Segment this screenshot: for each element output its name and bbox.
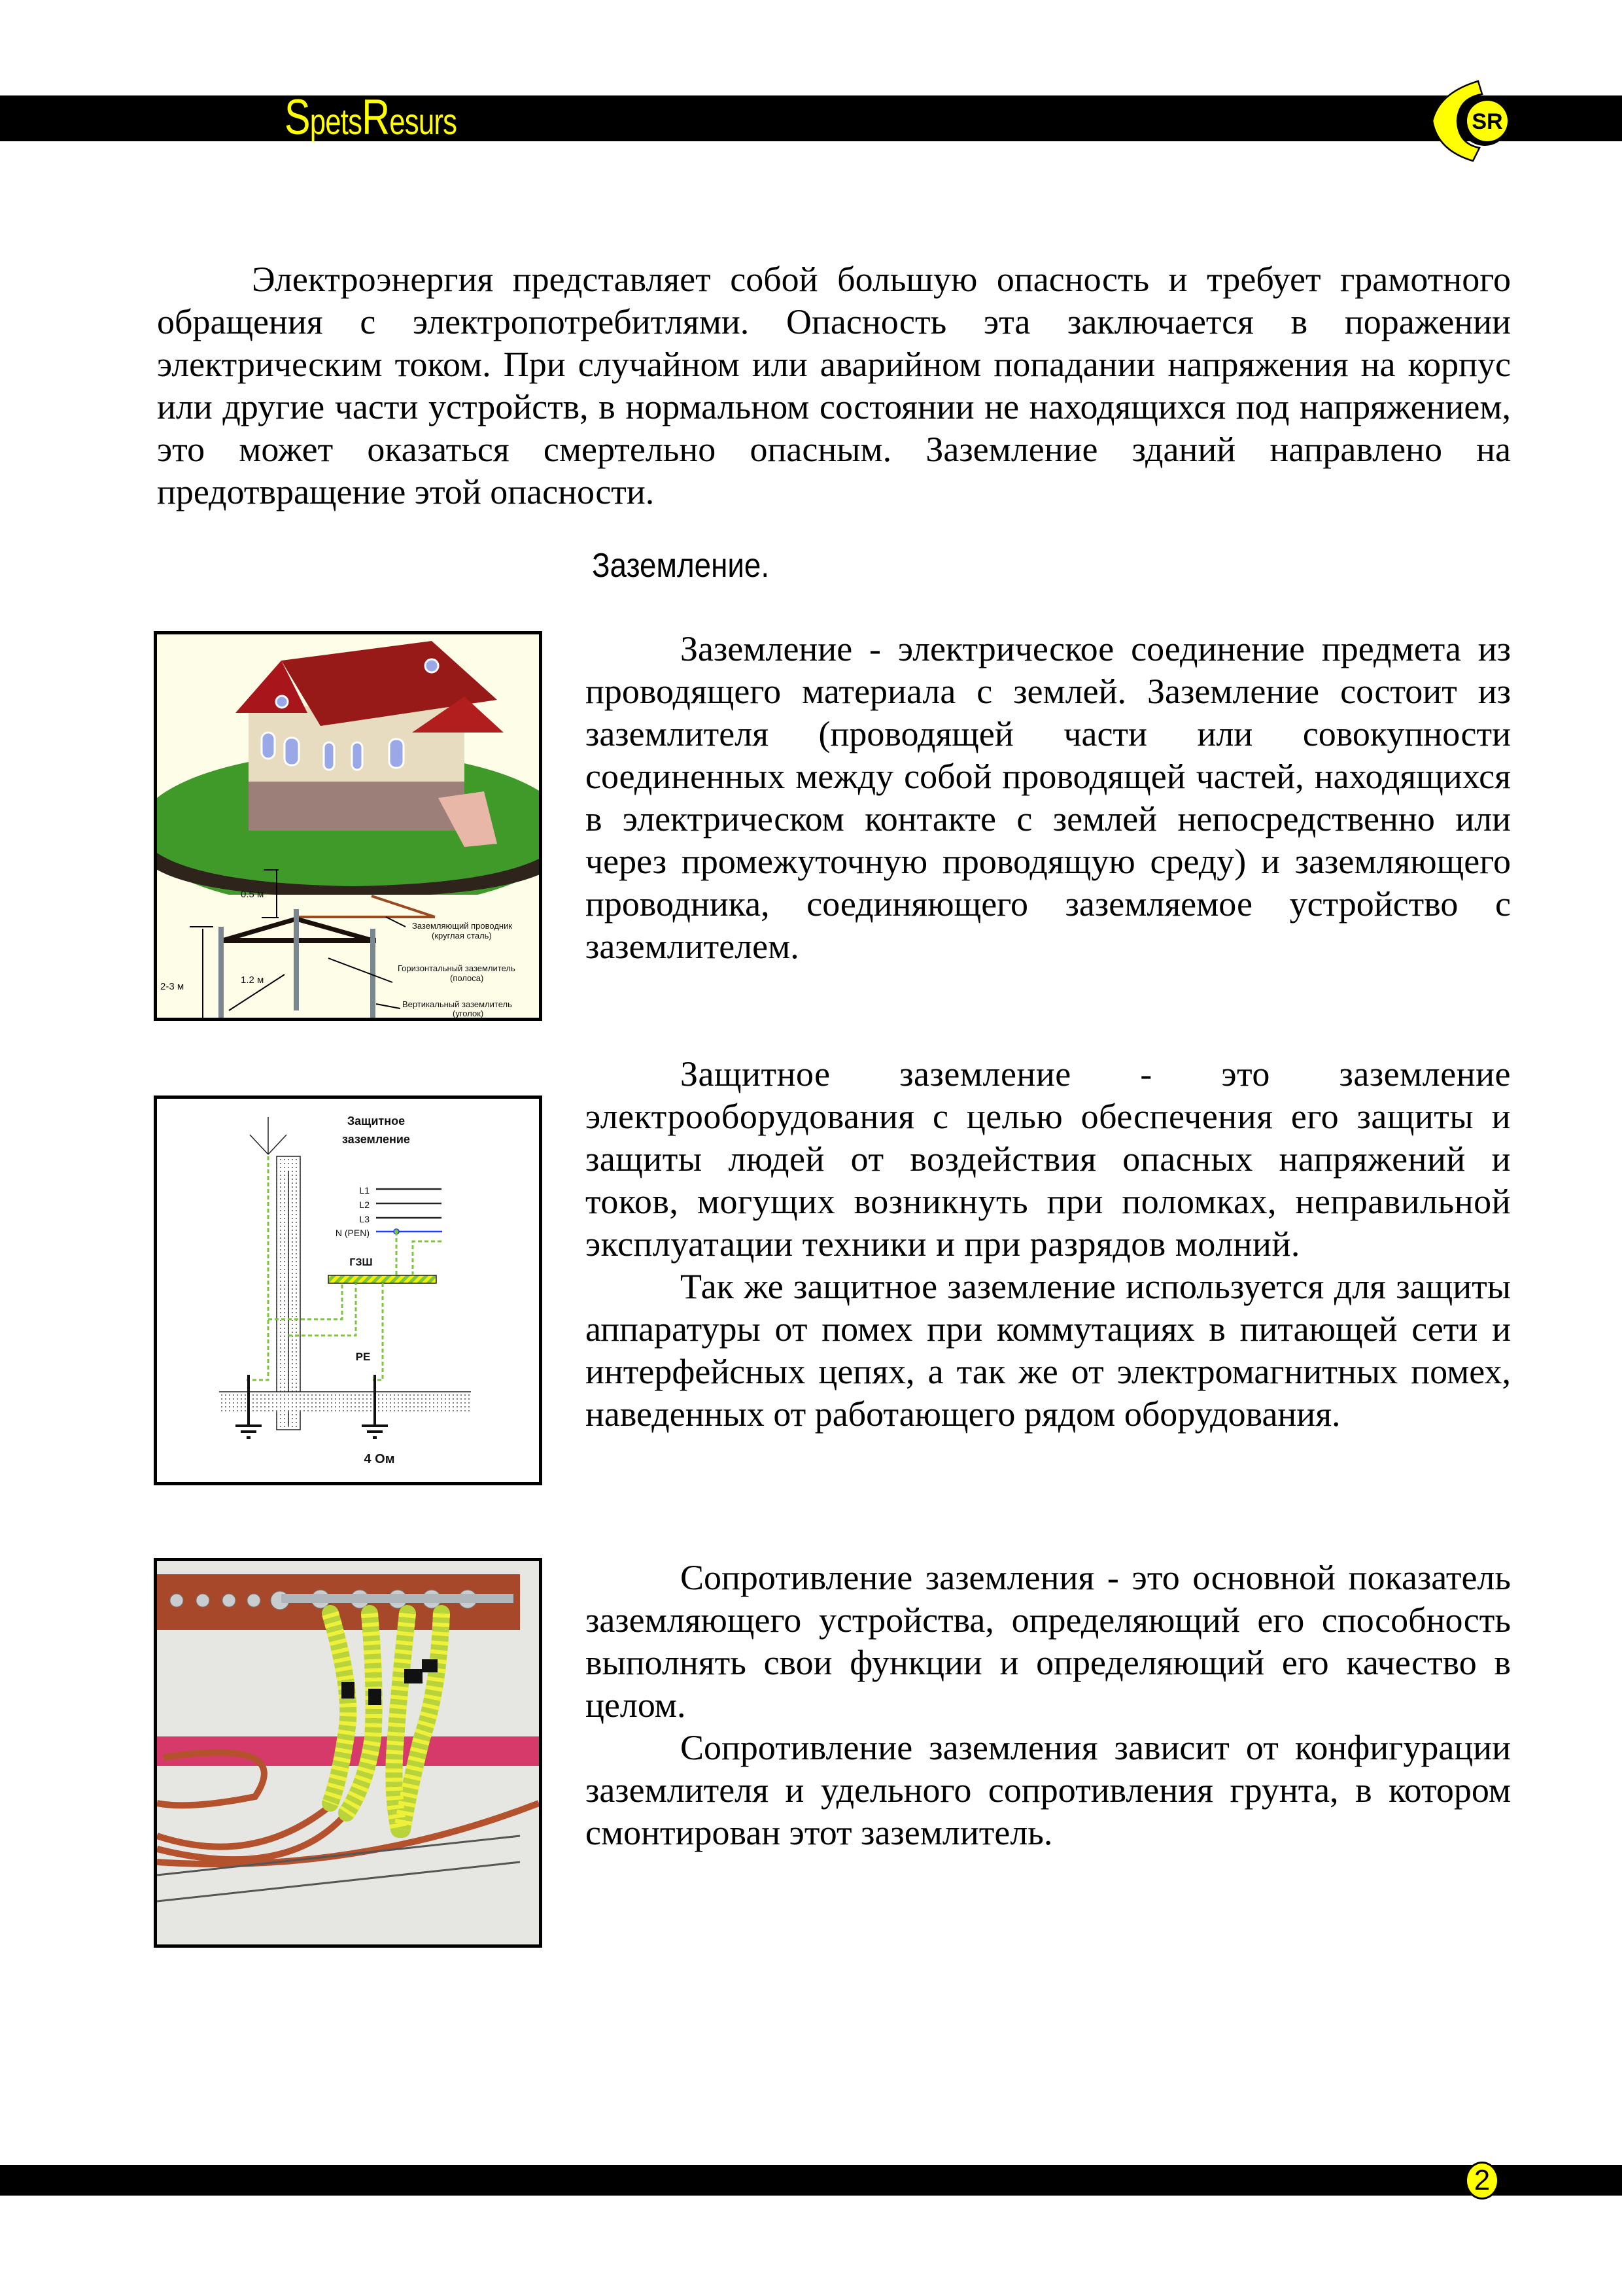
pe-conductors <box>247 1156 442 1380</box>
label-vertical-sub: (уголок) <box>453 1009 484 1018</box>
footer-bar <box>0 2165 1622 2196</box>
ground-hatch <box>219 1392 471 1411</box>
house-grounding-figure <box>154 631 542 1021</box>
label-spacing: 1.2 м <box>241 975 264 986</box>
brand-part-2: esurs <box>389 101 457 142</box>
section-grounding-resistance <box>585 1557 1511 1854</box>
section-protective-grounding <box>585 1053 1511 1436</box>
label-conductor: Заземляющий проводник <box>412 921 513 931</box>
scheme-title-line2: заземление <box>342 1133 410 1146</box>
logo-text: SR <box>1472 109 1503 134</box>
section-heading: Заземление. <box>592 547 770 585</box>
grounding-resistance-dependency-text: Сопротивление заземления зависит от конфигурации заземлителя и удельного сопротивления грунта, в котором смонтирован этот заземлитель. <box>585 1728 1511 1852</box>
label-main-bus: ГЗШ <box>349 1257 373 1268</box>
protective-grounding-text: Защитное заземление - это заземление электрооборудования с целью обеспечения его защиты и защиты людей от воздействия опасных напряжений и токов, могущих возникнуть при поломках, неправильной эксплуатации техники и при разрядов молний. <box>585 1054 1511 1264</box>
label-horizontal-sub: (полоса) <box>450 973 484 983</box>
grounding-bus-photo <box>154 1558 542 1948</box>
protective-grounding-usage-text: Так же защитное заземление используется для защиты аппаратуры от помех при коммутациях в питающей сети и интерфейсных цепях, а так же от электромагнитных помех, наведенных от работающего рядом оборудования. <box>585 1267 1511 1434</box>
label-l2: L2 <box>359 1199 370 1210</box>
header-bar <box>0 95 1622 141</box>
grounding-definition-text: Заземление - электрическое соединение предмета из проводящего материала с землей. Заземление состоит из заземлителя (проводящей части или совокупности соединенных между собой проводящей частей, находящихся в электрическом контакте с землей непосредственно или через промежуточную проводящую среду) и заземляющего проводника, соединяющего заземляемое устройство с заземлителем. <box>585 629 1511 966</box>
label-depth: 0.5 м <box>241 889 264 900</box>
grounding-resistance-text: Сопротивление заземления - это основной показатель заземляющего устройства, определяющий его способность выполнять свои функции и определяющий его качество в целом. <box>585 1558 1511 1725</box>
label-conductor-sub: (круглая сталь) <box>432 931 492 940</box>
brand-part-1: pets <box>309 101 362 142</box>
brand-name <box>285 92 457 144</box>
page-number-badge: 2 <box>1465 2162 1499 2200</box>
label-neutral: N (PEN) <box>335 1228 370 1238</box>
intro-paragraph <box>157 258 1511 513</box>
label-pe: PE <box>355 1351 371 1363</box>
label-vertical: Вертикальный заземлитель <box>402 999 512 1009</box>
lightning-rod-icon <box>250 1117 286 1154</box>
protective-grounding-scheme <box>157 1099 539 1482</box>
label-l3: L3 <box>359 1214 370 1224</box>
scheme-title-line1: Защитное <box>347 1114 406 1128</box>
grounding-bus-illustration <box>157 1561 539 1944</box>
company-logo-icon <box>1432 78 1524 164</box>
label-l1: L1 <box>359 1185 370 1196</box>
house-grounding-illustration <box>157 634 539 1018</box>
protective-grounding-figure <box>154 1096 542 1485</box>
bolt-rod <box>281 1594 513 1603</box>
label-resistance: 4 Ом <box>364 1452 395 1466</box>
main-grounding-bus <box>328 1275 436 1283</box>
section-grounding-definition <box>585 628 1511 968</box>
brand-cap-s: S <box>285 90 310 145</box>
label-horizontal: Горизонтальный заземлитель <box>398 963 515 973</box>
brand-cap-r: R <box>362 90 390 145</box>
intro-text: Электроэнергия представляет собой большую опасность и требует грамотного обращения с электропотребитлями. Опасность эта заключается в поражении электрическим током. При случайном или аварийном попадании напряжения на корпус или другие части устройств, в нормальном состоянии не находящихся под напряжением, это может оказаться смертельно опасным. Заземление зданий направлено на предотвращение этой опасности. <box>157 260 1511 511</box>
label-length: 2-3 м <box>160 981 184 992</box>
phase-lines <box>376 1189 441 1218</box>
house-foundation <box>249 782 464 831</box>
